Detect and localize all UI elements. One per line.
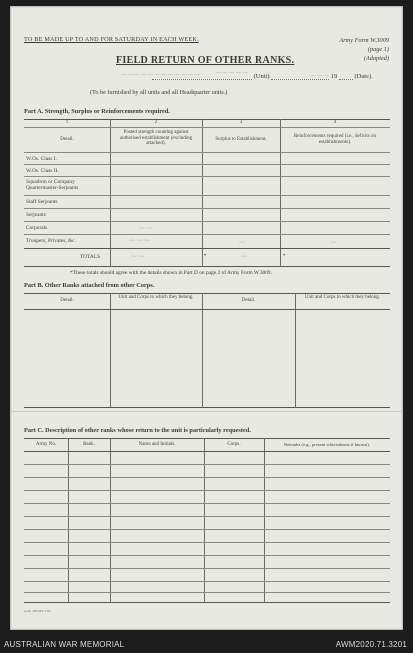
handwriting-mark: ~~~~~~~~~~~~ bbox=[120, 70, 201, 79]
row-rule bbox=[24, 208, 390, 209]
row-label: Squadron or Company Quartermaster-Serjeants bbox=[26, 179, 79, 191]
col-header-detail: Detail. bbox=[60, 137, 74, 142]
part-c-table bbox=[24, 438, 390, 603]
row-rule bbox=[24, 221, 390, 222]
form-number-line2: (page 1) bbox=[367, 46, 389, 53]
part-a-footnote: *These totals should agree with the details shown in Part D on page 2 of Army Form W.3009. bbox=[70, 270, 272, 276]
col-header-corps: Corps. bbox=[227, 442, 241, 447]
row-rule bbox=[24, 164, 390, 165]
table-divider bbox=[280, 119, 281, 267]
col-header-name: Name and Initials. bbox=[138, 442, 176, 447]
table-divider bbox=[202, 293, 203, 408]
col-header-rank: Rank. bbox=[83, 442, 95, 447]
row-label: Staff Serjeants bbox=[26, 199, 58, 205]
row-label: W.Os. Class II. bbox=[26, 168, 59, 174]
unit-field bbox=[152, 79, 252, 80]
row-label: Troopers, Privates, &c. bbox=[26, 238, 76, 244]
furnish-instruction: (To be furnished by all units and all Headquarter units.) bbox=[90, 89, 228, 96]
row-label: Corporals bbox=[26, 225, 48, 231]
part-c-heading: Part C. Description of other ranks whose return to the unit is particularly requested. bbox=[24, 427, 251, 434]
form-title: FIELD RETURN OF OTHER RANKS. bbox=[116, 55, 295, 66]
made-up-instruction: TO BE MADE UP TO AND FOR SATURDAY IN EACH WEEK. bbox=[24, 36, 199, 43]
col-number: 1 bbox=[65, 120, 69, 125]
unit-label: (Unit) bbox=[253, 73, 270, 80]
col-header-army-no: Army No. bbox=[35, 442, 57, 447]
part-b-table bbox=[24, 293, 390, 408]
row-rule bbox=[24, 451, 390, 452]
handwriting-mark: ~~ bbox=[138, 224, 154, 234]
year-prefix: 19 bbox=[330, 73, 338, 80]
row-rule bbox=[24, 542, 390, 543]
form-number-line3: (Adapted) bbox=[363, 55, 389, 62]
year-field bbox=[339, 79, 353, 80]
row-label: Serjeants bbox=[26, 212, 46, 218]
form-number bbox=[339, 36, 389, 63]
table-divider bbox=[204, 438, 205, 603]
row-rule bbox=[24, 127, 390, 128]
col-header-reinforcements: Reinforcements required (i.e., deficits on establishments). bbox=[293, 134, 377, 145]
archive-caption-right: AWM2020.71.3201 bbox=[335, 640, 407, 649]
row-rule bbox=[24, 176, 390, 177]
table-divider bbox=[264, 438, 265, 603]
date-label: (Date). bbox=[354, 73, 373, 80]
form-number-line1: Army Form W.3009 bbox=[339, 37, 389, 44]
row-rule bbox=[24, 490, 390, 491]
print-code: A.W. 290 M4 5/18 bbox=[24, 609, 51, 613]
row-rule bbox=[24, 529, 390, 530]
row-rule bbox=[24, 555, 390, 556]
handwriting-mark: ~~ bbox=[130, 252, 146, 262]
col-header-posted-strength: Posted strength counting against authorised establishment (excluding attached). bbox=[119, 130, 193, 147]
table-divider bbox=[110, 438, 111, 603]
col-header-unit-corps: Unit and Corps to which they belong. bbox=[304, 295, 381, 300]
row-rule bbox=[24, 195, 390, 196]
table-divider bbox=[68, 438, 69, 603]
table-divider bbox=[110, 293, 111, 408]
asterisk-mark: • bbox=[283, 253, 286, 259]
col-header-detail: Detail. bbox=[241, 298, 256, 303]
row-rule bbox=[24, 248, 390, 249]
asterisk-mark: • bbox=[204, 253, 207, 259]
col-header-surplus: Surplus to Establishment. bbox=[215, 137, 267, 142]
col-header-remarks: Remarks (e.g., present whereabouts if known). bbox=[284, 442, 370, 447]
handwriting-mark: ~ bbox=[240, 252, 248, 262]
table-divider bbox=[110, 119, 111, 267]
row-rule bbox=[24, 568, 390, 569]
col-header-unit-corps: Unit and Corps to which they belong. bbox=[118, 295, 194, 300]
row-rule bbox=[24, 309, 390, 310]
row-rule bbox=[24, 234, 390, 235]
row-rule bbox=[24, 464, 390, 465]
row-rule bbox=[24, 503, 390, 504]
handwriting-mark: ~~~~~ bbox=[215, 68, 249, 77]
handwriting-mark: ~ bbox=[238, 238, 246, 248]
page-fold bbox=[10, 411, 403, 412]
form-page bbox=[10, 6, 403, 630]
col-number: 2 bbox=[154, 120, 158, 125]
row-rule bbox=[24, 477, 390, 478]
col-number: 3 bbox=[239, 120, 243, 125]
archive-caption-left: AUSTRALIAN WAR MEMORIAL bbox=[4, 640, 125, 649]
part-a-heading: Part A. Strength, Surplus or Reinforcements required. bbox=[24, 108, 170, 115]
row-rule bbox=[24, 152, 390, 153]
row-rule bbox=[24, 581, 390, 582]
table-divider bbox=[295, 293, 296, 408]
handwriting-mark: ~~~ bbox=[310, 71, 331, 80]
totals-label: TOTALS bbox=[79, 254, 101, 260]
col-number: 4 bbox=[333, 120, 337, 125]
row-label: W.Os. Class I. bbox=[26, 156, 57, 162]
row-rule bbox=[24, 592, 390, 593]
handwriting-mark: ~ bbox=[330, 238, 338, 248]
col-header-detail: Detail. bbox=[60, 298, 74, 303]
row-rule bbox=[24, 516, 390, 517]
handwriting-mark: ~~~ bbox=[128, 236, 151, 246]
part-b-heading: Part B. Other Ranks attached from other Corps. bbox=[24, 282, 155, 289]
